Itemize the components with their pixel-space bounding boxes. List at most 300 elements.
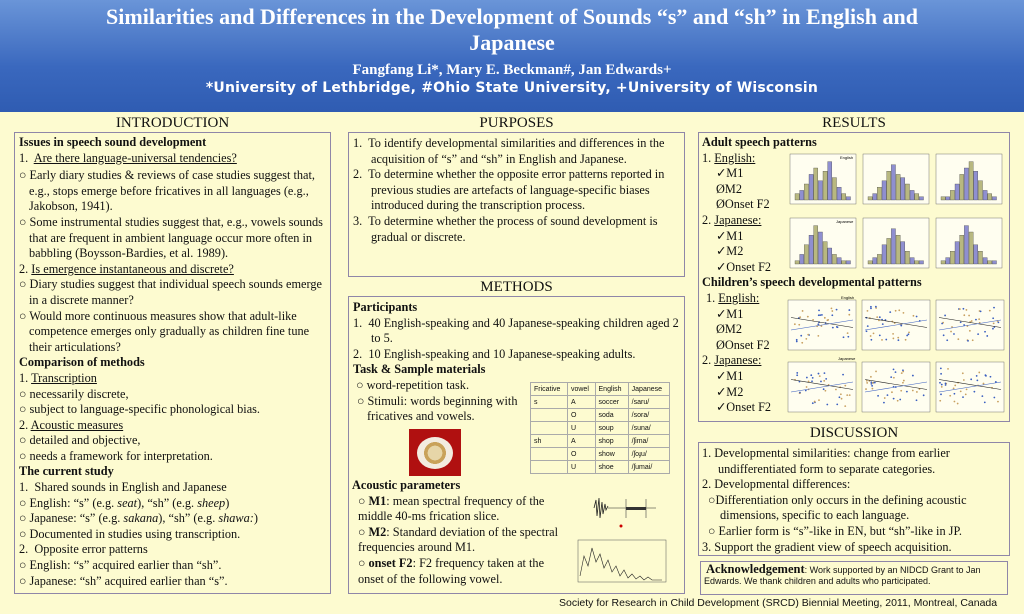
- results-heading-adult: Adult speech patterns: [702, 135, 817, 149]
- scatter-point: [824, 317, 826, 319]
- scatter-point: [875, 306, 877, 308]
- scatter-point: [903, 312, 905, 314]
- results-heading-children: Children’s speech developmental patterns: [702, 275, 922, 290]
- histogram-bar: [868, 197, 872, 200]
- scatter-point: [796, 374, 798, 376]
- author-list: Fangfang Li*, Mary E. Beckman#, Jan Edwards+: [352, 62, 672, 78]
- histogram-bar: [887, 171, 891, 200]
- scatter-point: [832, 327, 834, 329]
- scatter-point: [835, 389, 837, 391]
- scatter-point: [898, 309, 900, 311]
- scatter-point: [794, 323, 796, 325]
- table-cell: A: [567, 435, 595, 448]
- introduction-box: [14, 132, 331, 594]
- scatter-point: [993, 397, 995, 399]
- histogram-bar: [814, 168, 818, 200]
- scatter-point: [940, 393, 942, 395]
- scatter-point: [893, 368, 895, 370]
- scatter-point: [821, 314, 823, 316]
- scatter-point: [965, 393, 967, 395]
- histogram-bar: [832, 254, 836, 264]
- scatter-point: [963, 314, 965, 316]
- stimuli-header-cell: Japanese: [628, 383, 669, 396]
- scatter-point: [872, 382, 874, 384]
- scatter-point: [870, 339, 872, 341]
- discussion-point-3: 3. Support the gradient view of speech acquisition.: [702, 539, 952, 554]
- scatter-point: [885, 339, 887, 341]
- table-row: [531, 448, 670, 461]
- scatter-point: [876, 316, 878, 318]
- scatter-point: [980, 310, 982, 312]
- scatter-point: [916, 391, 918, 393]
- histogram-bar: [964, 226, 968, 264]
- histogram-bar: [969, 162, 973, 200]
- methods-heading-acoustic: Acoustic parameters: [352, 478, 461, 492]
- scatter-point: [841, 398, 843, 400]
- table-cell: O: [567, 448, 595, 461]
- histogram-bar: [992, 261, 996, 264]
- scatter-point: [818, 309, 820, 311]
- intro-current-1-bullet-3: ○ Documented in studies using transcription.: [19, 526, 241, 541]
- scatter-point: [827, 319, 829, 321]
- stimuli-table: [530, 382, 670, 474]
- table-cell: [531, 448, 568, 461]
- histogram-bar: [828, 248, 832, 264]
- table-cell: soccer: [595, 396, 628, 409]
- stimuli-header-row: [531, 383, 670, 396]
- histogram-bar: [873, 258, 877, 264]
- scatter-point: [799, 316, 801, 318]
- histogram-bar: [905, 251, 909, 264]
- scatter-point: [945, 384, 947, 386]
- histogram-bar: [846, 261, 850, 264]
- scatter-point: [944, 315, 946, 317]
- scatter-point: [826, 404, 828, 406]
- scatter-point: [890, 376, 892, 378]
- scatter-point: [916, 316, 918, 318]
- scatter-point: [895, 371, 897, 373]
- scatter-point: [823, 388, 825, 390]
- scatter-point: [957, 403, 959, 405]
- discussion-heading: DISCUSSION: [809, 425, 899, 441]
- histogram-bar: [946, 258, 950, 264]
- histogram-bar: [992, 197, 996, 200]
- histogram-bar: [800, 190, 804, 200]
- results-adult-english: 1. English:: [702, 150, 756, 165]
- histogram-bar: [814, 226, 818, 264]
- results-child-jp-m2: ✓M2: [716, 384, 744, 399]
- histogram-bar: [873, 194, 877, 200]
- scatter-point: [970, 378, 972, 380]
- histogram-bar: [969, 232, 973, 264]
- methods-heading-task: Task & Sample materials: [353, 362, 486, 377]
- scatter-point: [966, 388, 968, 390]
- results-adult-jp-f2: ✓Onset F2: [716, 259, 772, 274]
- intro-method-2-bullet-1: ○ detailed and objective,: [19, 433, 141, 448]
- histogram-bar: [828, 162, 832, 200]
- table-cell: shoe: [595, 461, 628, 474]
- scatter-point: [847, 336, 849, 338]
- scatter-point: [977, 333, 979, 335]
- acknowledgement-text: : Work supported by an NIDCD Grant to Jan Edwards. We thank children and adults who participated.: [704, 565, 981, 586]
- histogram-bar: [964, 168, 968, 200]
- scatter-point: [901, 372, 903, 374]
- scatter-point: [842, 374, 844, 376]
- intro-method-2-bullet-2: ○ needs a framework for interpretation.: [19, 448, 213, 463]
- scatter-point: [940, 373, 942, 375]
- histogram-bar: [882, 245, 886, 264]
- intro-heading-issues: Issues in speech sound development: [19, 135, 207, 149]
- table-cell: show: [595, 448, 628, 461]
- scatter-point: [870, 335, 872, 337]
- scatter-point: [819, 375, 821, 377]
- scatter-point: [950, 331, 952, 333]
- stimuli-header-cell: vowel: [567, 383, 595, 396]
- histogram-bar: [868, 261, 872, 264]
- scatter-point: [959, 308, 961, 310]
- table-cell: /ʃoɟu/: [628, 448, 669, 461]
- scatter-point: [981, 395, 983, 397]
- scatter-point: [870, 306, 872, 308]
- scatter-point: [899, 399, 901, 401]
- scatter-point: [978, 318, 980, 320]
- scatter-label-japanese: Japanese: [838, 356, 856, 361]
- scatter-point: [966, 309, 968, 311]
- results-child-japanese: 2. Japanese:: [702, 353, 762, 368]
- histogram-bar: [960, 174, 964, 200]
- scatter-point: [892, 333, 894, 335]
- acoustic-m1: ○ M1: mean spectral frequency of the middle 40-ms frication slice.: [358, 493, 545, 524]
- histogram-bar: [891, 229, 895, 264]
- histogram-bar: [941, 197, 945, 200]
- scatter-point: [900, 325, 902, 327]
- histogram-bar: [983, 258, 987, 264]
- histogram-bar: [842, 194, 846, 200]
- scatter-point: [897, 337, 899, 339]
- histogram-bar: [960, 235, 964, 264]
- histogram-bar: [891, 165, 895, 200]
- table-row: [531, 409, 670, 422]
- methods-participants-2: 2. 10 English-speaking and 10 Japanese-speaking adults.: [353, 346, 636, 361]
- scatter-point: [806, 377, 808, 379]
- intro-question-2: 2. Is emergence instantaneous and discrete?: [19, 261, 234, 276]
- table-cell: /ʃima/: [628, 435, 669, 448]
- scatter-point: [866, 382, 868, 384]
- scatter-point: [962, 396, 964, 398]
- spectrogram-figure: [566, 496, 676, 586]
- histogram-bar: [818, 181, 822, 200]
- histogram-label-english: English: [840, 155, 854, 160]
- results-adult-en-m2: ØM2: [716, 181, 742, 196]
- discussion-point-2-bullet-1: ○Differentiation only occurs in the defining acoustic dimensions, specific to each language.: [708, 492, 967, 523]
- results-child-en-m1: ✓M1: [716, 306, 744, 321]
- scatter-point: [800, 335, 802, 337]
- intro-current-2: 2. Opposite error patterns: [19, 542, 148, 557]
- scatter-point: [824, 390, 826, 392]
- scatter-point: [796, 372, 798, 374]
- intro-current-1: 1. Shared sounds in English and Japanese: [19, 480, 227, 495]
- acoustic-m2: ○ M2: Standard deviation of the spectral frequencies around M1.: [358, 524, 559, 555]
- intro-method-1-bullet-2: ○ subject to language-specific phonological bias.: [19, 402, 261, 417]
- scatter-point: [893, 377, 895, 379]
- soup-bowl-icon: [417, 437, 453, 469]
- scatter-point: [975, 319, 977, 321]
- scatter-point: [873, 332, 875, 334]
- histogram-bar: [988, 194, 992, 200]
- scatter-point: [806, 386, 808, 388]
- table-cell: O: [567, 409, 595, 422]
- histogram-bar: [915, 194, 919, 200]
- soup-photo: [409, 429, 461, 476]
- table-cell: A: [567, 396, 595, 409]
- scatter-point: [844, 385, 846, 387]
- scatter-point: [848, 314, 850, 316]
- results-child-english: 1. English:: [706, 290, 760, 305]
- table-cell: shop: [595, 435, 628, 448]
- table-cell: [531, 409, 568, 422]
- intro-q1-bullet-1: ○ Early diary studies & reviews of case studies suggest that, e.g., stops emerge before fricatives in all languages (e.g., Jakobson, 1941).: [19, 168, 316, 214]
- intro-method-1-bullet-1: ○ necessarily discrete,: [19, 386, 129, 401]
- scatter-point: [986, 335, 988, 337]
- scatter-point: [814, 401, 816, 403]
- scatter-point: [902, 369, 904, 371]
- marker-dot: [620, 525, 623, 528]
- purposes-box: [348, 132, 685, 277]
- adult-histograms: [788, 146, 1008, 276]
- header-banner: [0, 0, 1024, 112]
- methods-task-1: ○ word-repetition task.: [353, 377, 470, 392]
- scatter-point: [912, 375, 914, 377]
- results-child-en-f2: ØOnset F2: [716, 337, 770, 352]
- results-child-en-m2: ØM2: [716, 322, 742, 337]
- scatter-point: [962, 372, 964, 374]
- table-cell: /suna/: [628, 422, 669, 435]
- scatter-point: [967, 340, 969, 342]
- histogram-bar: [988, 261, 992, 264]
- histogram-bar: [910, 190, 914, 200]
- table-cell: s: [531, 396, 568, 409]
- scatter-point: [903, 380, 905, 382]
- scatter-point: [818, 399, 820, 401]
- histogram-bar: [823, 171, 827, 200]
- intro-q1-bullet-2: ○ Some instrumental studies suggest that, e.g., vowels sounds that are frequent in ambient language occur more often in babbling (Boysson-Bardies, et al. 1989).: [19, 214, 323, 261]
- scatter-point: [847, 332, 849, 334]
- histogram-bar: [832, 178, 836, 200]
- scatter-point: [960, 321, 962, 323]
- histogram-bar: [896, 174, 900, 200]
- methods-heading-participants: Participants: [353, 300, 418, 314]
- acoustic-parameters: [352, 478, 562, 587]
- table-row: [531, 435, 670, 448]
- poster-title: Similarities and Differences in the Development of Sounds “s” and “sh” in English and Japanese: [106, 4, 918, 55]
- table-cell: [531, 461, 568, 474]
- scatter-point: [992, 328, 994, 330]
- scatter-label-english: English: [841, 295, 855, 300]
- histogram-bar: [901, 178, 905, 200]
- histogram-bar: [877, 254, 881, 264]
- scatter-point: [831, 310, 833, 312]
- scatter-point: [940, 367, 942, 369]
- methods-participants-1: 1. 40 English-speaking and 40 Japanese-speaking children aged 2 to 5.: [353, 315, 679, 346]
- results-child-jp-f2: ✓Onset F2: [716, 400, 772, 415]
- scatter-point: [877, 395, 879, 397]
- scatter-point: [908, 331, 910, 333]
- scatter-point: [836, 309, 838, 311]
- methods-task-2: ○ Stimuli: words beginning with fricatives and vowels.: [357, 393, 518, 424]
- scatter-point: [824, 372, 826, 374]
- scatter-point: [889, 311, 891, 313]
- results-adult-jp-m2: ✓M2: [716, 244, 744, 259]
- scatter-point: [817, 335, 819, 337]
- scatter-point: [945, 382, 947, 384]
- scatter-point: [972, 339, 974, 341]
- histogram-bar: [837, 258, 841, 264]
- scatter-point: [840, 393, 842, 395]
- histogram-bar: [946, 197, 950, 200]
- intro-q2-bullet-1: ○ Diary studies suggest that individual speech sounds emerge in a discrete manner?: [19, 277, 322, 307]
- scatter-point: [992, 317, 994, 319]
- results-adult-en-m1: ✓M1: [716, 166, 744, 181]
- histogram-bar: [846, 197, 850, 200]
- discussion-point-2: 2. Developmental differences:: [702, 477, 851, 492]
- histogram-bar: [915, 261, 919, 264]
- intro-current-1-bullet-2: ○ Japanese: “s” (e.g. sakana), “sh” (e.g. shawa:): [19, 511, 258, 526]
- scatter-point: [953, 387, 955, 389]
- scatter-point: [866, 330, 868, 332]
- table-cell: [531, 422, 568, 435]
- scatter-point: [839, 396, 841, 398]
- acknowledgement-label: Acknowledgement: [706, 562, 805, 576]
- scatter-point: [968, 315, 970, 317]
- table-row: [531, 422, 670, 435]
- methods-heading: METHODS: [480, 279, 553, 295]
- scatter-point: [805, 338, 807, 340]
- histogram-bar: [795, 261, 799, 264]
- discussion-point-2-bullet-2: ○ Earlier form is “s”-like in EN, but “sh”-like in JP.: [708, 523, 963, 538]
- scatter-point: [836, 326, 838, 328]
- scatter-point: [957, 338, 959, 340]
- scatter-point: [923, 394, 925, 396]
- scatter-point: [941, 384, 943, 386]
- scatter-point: [946, 339, 948, 341]
- scatter-point: [882, 323, 884, 325]
- affiliation-list: *University of Lethbridge, #Ohio State University, +University of Wisconsin: [205, 80, 819, 96]
- scatter-point: [895, 310, 897, 312]
- histogram-bar: [919, 261, 923, 264]
- histogram-bar: [941, 261, 945, 264]
- scatter-point: [836, 403, 838, 405]
- scatter-point: [954, 401, 956, 403]
- scatter-point: [875, 371, 877, 373]
- scatter-point: [819, 314, 821, 316]
- intro-method-2: 2. Acoustic measures: [19, 417, 124, 432]
- histogram-bar: [818, 232, 822, 264]
- histogram-bar: [978, 181, 982, 200]
- scatter-point: [844, 405, 846, 407]
- scatter-point: [823, 380, 825, 382]
- intro-q2-bullet-2: ○ Would more continuous measures show that adult-like competence emerges only gradually as children fine tune their articulations?: [19, 308, 310, 354]
- scatter-point: [954, 385, 956, 387]
- scatter-point: [969, 330, 971, 332]
- histogram-bar: [823, 242, 827, 264]
- scatter-point: [796, 341, 798, 343]
- scatter-point: [897, 400, 899, 402]
- scatter-point: [825, 378, 827, 380]
- acoustic-onset-f2: ○ onset F2: F2 frequency taken at the onset of the following vowel.: [358, 555, 545, 586]
- intro-question-1: 1. Are there language-universal tendencies?: [19, 150, 237, 165]
- histogram-bar: [974, 171, 978, 200]
- purpose-item-1: 1. To identify developmental similarities and differences in the acquisition of “s” and “sh” in English and Japanese.: [353, 136, 665, 166]
- histogram-bar: [837, 187, 841, 200]
- histogram-bar: [809, 235, 813, 264]
- scatter-point: [893, 398, 895, 400]
- purpose-item-2: 2. To determine whether the opposite error patterns reported in previous studies are artefacts of language-specific biases introduced during the transcription process.: [353, 167, 665, 213]
- scatter-point: [916, 399, 918, 401]
- scatter-point: [997, 401, 999, 403]
- scatter-point: [905, 339, 907, 341]
- scatter-point: [874, 382, 876, 384]
- scatter-point: [846, 394, 848, 396]
- scatter-point: [810, 374, 812, 376]
- scatter-point: [902, 382, 904, 384]
- scatter-point: [831, 314, 833, 316]
- table-cell: U: [567, 461, 595, 474]
- scatter-point: [807, 316, 809, 318]
- table-cell: /sora/: [628, 409, 669, 422]
- acknowledgement-box: [700, 561, 1008, 595]
- discussion-point-1: 1. Developmental similarities: change from earlier undifferentiated form to separate categories.: [702, 446, 950, 476]
- scatter-point: [954, 393, 956, 395]
- intro-current-1-bullet-1: ○ English: “s” (e.g. seat), “sh” (e.g. sheep): [19, 495, 230, 510]
- scatter-point: [912, 390, 914, 392]
- table-cell: soup: [595, 422, 628, 435]
- histogram-bar: [896, 235, 900, 264]
- table-row: [531, 396, 670, 409]
- scatter-point: [802, 310, 804, 312]
- scatter-point: [973, 391, 975, 393]
- histogram-bar: [974, 245, 978, 264]
- scatter-point: [867, 325, 869, 327]
- intro-current-2-bullet-1: ○ English: “s” acquired earlier than “sh”.: [19, 558, 222, 573]
- histogram-bar: [983, 190, 987, 200]
- histogram-bar: [955, 184, 959, 200]
- scatter-point: [993, 323, 995, 325]
- scatter-point: [947, 368, 949, 370]
- histogram-bar: [842, 261, 846, 264]
- histogram-bar: [809, 174, 813, 200]
- table-row: [531, 461, 670, 474]
- scatter-point: [906, 391, 908, 393]
- scatter-point: [953, 333, 955, 335]
- histogram-bar: [910, 258, 914, 264]
- introduction-heading: INTRODUCTION: [115, 115, 230, 131]
- scatter-point: [848, 309, 850, 311]
- scatter-point: [939, 382, 941, 384]
- scatter-point: [891, 391, 893, 393]
- scatter-point: [879, 334, 881, 336]
- scatter-point: [984, 401, 986, 403]
- scatter-point: [820, 381, 822, 383]
- scatter-point: [892, 338, 894, 340]
- purpose-item-3: 3. To determine whether the process of sound development is gradual or discrete.: [353, 213, 658, 244]
- scatter-point: [843, 336, 845, 338]
- histogram-bar: [905, 184, 909, 200]
- scatter-point: [796, 339, 798, 341]
- histogram-bar: [901, 242, 905, 264]
- scatter-point: [887, 394, 889, 396]
- results-adult-en-f2: ØOnset F2: [716, 197, 770, 212]
- scatter-point: [807, 334, 809, 336]
